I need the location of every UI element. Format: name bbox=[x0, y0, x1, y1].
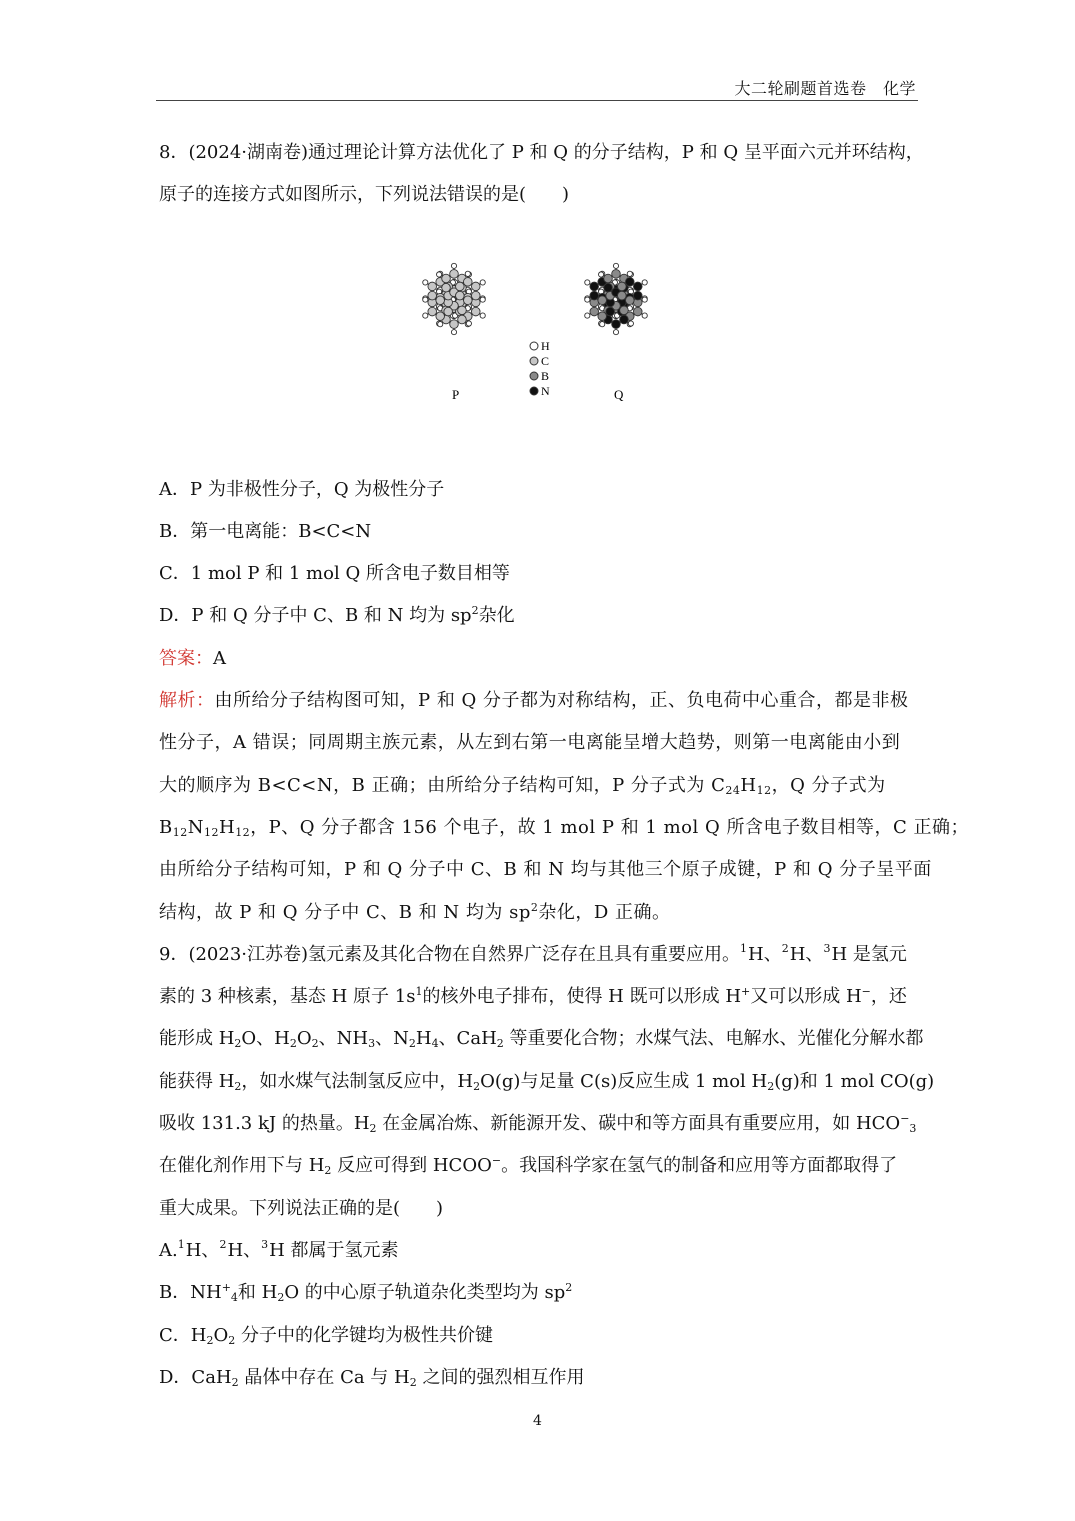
q9-stem-line-4: 能获得 $H_2$，如水煤气法制氢反应中，$H_2O(g)$与足量 C(s)反应生成 1 mol $H_2(g)$和 1 mol CO(g) bbox=[159, 1070, 935, 1093]
legend-h-marker bbox=[530, 342, 538, 350]
q-b-atom bbox=[598, 296, 607, 305]
q-b-atom bbox=[633, 307, 642, 316]
p-h-atom bbox=[423, 313, 428, 318]
q8-analysis-line-6: 结构，故 P 和 Q 分子中 C、B 和 N 均为 $sp^2$杂化，D 正确。 bbox=[159, 900, 671, 923]
p-c-atom bbox=[442, 283, 451, 292]
p-c-atom bbox=[471, 307, 480, 316]
q-b-atom bbox=[618, 282, 627, 291]
p-c-atom bbox=[450, 319, 459, 328]
q-b-atom bbox=[612, 269, 621, 278]
q-h-atom bbox=[627, 271, 632, 276]
q-n-atom bbox=[590, 291, 599, 300]
q8-analysis-line-5: 由所给分子结构可知，P 和 Q 分子中 C、B 和 N 均与其他三个原子成键，P 和 Q 分子呈平面 bbox=[159, 859, 932, 881]
answer-value: A bbox=[213, 647, 226, 669]
legend-h-label: H bbox=[541, 338, 550, 353]
p-c-atom bbox=[444, 307, 453, 316]
q8-analysis-line-2: 性分子，A 错误；同周期主族元素，从左到右第一电离能呈增大趋势，则第一电离能由小到 bbox=[159, 732, 901, 754]
label-q: Q bbox=[614, 386, 624, 402]
q-b-atom bbox=[604, 274, 613, 283]
legend-c-label: C bbox=[541, 353, 550, 368]
p-h-atom bbox=[480, 297, 485, 302]
q8-option-d: D．P 和 Q 分子中 C、B 和 N 均为 $sp^2$杂化 bbox=[159, 604, 515, 627]
legend-n-marker bbox=[530, 387, 538, 395]
q9-stem-line-6: 在催化剂作用下与 $H_2$ 反应可得到 HCOO−。我国科学家在氢气的制备和应用等方面都取得了 bbox=[159, 1154, 898, 1178]
legend-b-label: B bbox=[541, 368, 550, 383]
p-h-atom bbox=[465, 271, 470, 276]
q-n-atom bbox=[626, 277, 635, 286]
q9-stem-line-5: 吸收 131.3 kJ 的热量。$H_2$ 在金属冶炼、新能源开发、碳中和等方面具有重要应用，如 $HCO^-_3$ bbox=[159, 1112, 917, 1136]
q8-option-a: A．P 为非极性分子，Q 为极性分子 bbox=[159, 478, 445, 500]
p-c-atom bbox=[464, 296, 473, 305]
q-h-atom bbox=[599, 271, 604, 276]
q8-stem-line-1: 8．(2024·湖南卷)通过理论计算方法优化了 P 和 Q 的分子结构，P 和 Q 呈平面六元并环结构， bbox=[159, 142, 924, 163]
q8-option-c: C．1 mol P 和 1 mol Q 所含电子数目相等 bbox=[159, 563, 510, 585]
q8-analysis-line-4: $B_{12}N_{12}H_{12}$，P、Q 分子都含 156 个电子，故 1 mol P 和 1 mol Q 所含电子数目相等，C 正确； bbox=[159, 816, 969, 839]
q-n-atom bbox=[633, 282, 642, 291]
p-h-atom bbox=[451, 263, 456, 268]
p-c-atom bbox=[436, 311, 445, 320]
p-c-atom bbox=[458, 306, 467, 315]
q-n-atom bbox=[633, 291, 642, 300]
p-c-atom bbox=[456, 291, 465, 300]
p-c-atom bbox=[450, 269, 459, 278]
p-c-atom bbox=[471, 291, 480, 300]
q-h-atom bbox=[585, 297, 590, 302]
p-h-atom bbox=[423, 279, 428, 284]
q-h-atom bbox=[613, 263, 618, 268]
p-c-atom bbox=[471, 282, 480, 291]
atom-legend bbox=[530, 339, 550, 398]
q-n-atom bbox=[606, 307, 615, 316]
q-n-atom bbox=[612, 319, 621, 328]
answer-label: 答案： bbox=[159, 647, 213, 669]
q-b-atom bbox=[626, 296, 635, 305]
p-c-atom bbox=[456, 282, 465, 291]
q-n-atom bbox=[590, 282, 599, 291]
q-h-atom bbox=[585, 279, 590, 284]
q-h-atom bbox=[600, 321, 605, 326]
legend-n-label: N bbox=[541, 383, 550, 398]
q-b-atom bbox=[590, 307, 599, 316]
label-p: P bbox=[452, 386, 460, 402]
header-title: 大二轮刷题首选卷 化学 bbox=[734, 79, 916, 98]
q8-answer bbox=[159, 638, 919, 680]
molecule-figure bbox=[159, 217, 919, 469]
q8-analysis-line-1: 解析：由所给分子结构图可知，P 和 Q 分子都为对称结构，正、负电荷中心重合，都是非极 bbox=[159, 690, 909, 712]
p-h-atom bbox=[423, 297, 428, 302]
q8-stem-line-2: 原子的连接方式如图所示，下列说法错误的是( ) bbox=[159, 184, 570, 206]
analysis-label: 解析： bbox=[159, 690, 215, 712]
q-h-atom bbox=[628, 321, 633, 326]
p-h-atom bbox=[480, 313, 485, 318]
q-h-atom bbox=[642, 313, 647, 318]
p-h-atom bbox=[437, 271, 442, 276]
q9-stem-line-2: 素的 3 种核素，基态 H 原子 $1s^1$的核外电子排布，使得 H 既可以形成 H+又可以形成 H−，还 bbox=[159, 985, 907, 1008]
q8-option-b: B．第一电离能：B<C<N bbox=[159, 520, 372, 542]
q-h-atom bbox=[642, 279, 647, 284]
q-n-atom bbox=[620, 315, 629, 324]
p-h-atom bbox=[466, 321, 471, 326]
q9-option-b: B．$NH^+_4$和 $H_2O$ 的中心原子轨道杂化类型均为 $sp^2$ bbox=[159, 1281, 573, 1305]
page-header bbox=[156, 76, 918, 101]
q-b-atom bbox=[620, 306, 629, 315]
p-h-atom bbox=[451, 329, 456, 334]
p-h-atom bbox=[438, 321, 443, 326]
page-number: 4 bbox=[533, 1413, 542, 1429]
p-c-atom bbox=[428, 307, 437, 316]
legend-b-marker bbox=[530, 372, 538, 380]
molecule-structure-diagram bbox=[384, 227, 694, 407]
p-c-atom bbox=[428, 282, 437, 291]
q9-stem-line-1: 9．(2023·江苏卷)氢元素及其化合物在自然界广泛存在且具有重要应用。$^1$H、$^2$H、$^3$H 是氢元 bbox=[159, 941, 907, 965]
p-c-atom bbox=[436, 296, 445, 305]
q9-option-a: A.$^1$H、$^2$H、$^3$H 都属于氢元素 bbox=[159, 1237, 399, 1261]
q-b-atom bbox=[598, 311, 607, 320]
p-c-atom bbox=[464, 277, 473, 286]
q9-stem-line-3: 能形成 $H_2O$、$H_2O_2$、$NH_3$、$N_2H_4$、CaH$_2$ 等重要化合物；水煤气法、电解水、光催化分解水都 bbox=[159, 1028, 924, 1051]
p-c-atom bbox=[428, 291, 437, 300]
q8-analysis-line-3: 大的顺序为 B<C<N，B 正确；由所给分子结构可知，P 分子式为 $C_{24}H_{12}$，Q 分子式为 bbox=[159, 774, 886, 797]
q-b-atom bbox=[618, 291, 627, 300]
q-h-atom bbox=[613, 329, 618, 334]
p-c-atom bbox=[458, 315, 467, 324]
q9-option-c: C．$H_2O_2$ 分子中的化学键均为极性共价键 bbox=[159, 1324, 493, 1347]
q9-option-d: D．CaH$_2$ 晶体中存在 Ca 与 $H_2$ 之间的强烈相互作用 bbox=[159, 1366, 585, 1389]
p-h-atom bbox=[480, 279, 485, 284]
q-h-atom bbox=[585, 313, 590, 318]
page-content bbox=[159, 132, 969, 1399]
q-h-atom bbox=[642, 297, 647, 302]
q-n-atom bbox=[604, 283, 613, 292]
q9-stem-line-7: 重大成果。下列说法正确的是( ) bbox=[159, 1197, 444, 1219]
legend-c-marker bbox=[530, 357, 538, 365]
p-c-atom bbox=[442, 274, 451, 283]
